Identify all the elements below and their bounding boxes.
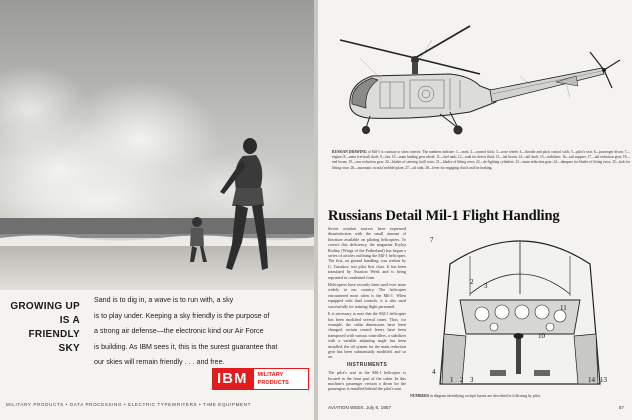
ad-headline-line: IS A [59, 315, 80, 326]
cockpit-caption [410, 394, 630, 398]
ad-body-copy [94, 293, 308, 371]
article-body-column [328, 226, 406, 394]
ad-headline [6, 300, 80, 356]
ad-body-line: our skies will remain friendly . . . and free. [94, 358, 225, 367]
article-title: Russians Detail Mil-1 Flight Handling [328, 208, 560, 224]
ad-body-line: is building. As IBM sees it, this is the surest guarantee that [94, 342, 278, 351]
cockpit-callout-number: 10 [538, 332, 545, 340]
cockpit-callout-number: 1 [450, 376, 454, 384]
article-paragraph: Helicopters have recently been used ever more widely in our country. The helicopter encountered most often is the Mil-1. When equipped with dual controls, it is also used successfully for training flight personnel. [328, 282, 406, 309]
article-paragraph: It is necessary to note that the Mil-1 helicopter has been modified several times. Thus, for example, the cabin dimensions have been changed, certain control levers have been transposed with various controllers, a stabilizer with a variable adjusting angle has been installed, the oil system for the main reduction gear has been substantially modified, and so on. [328, 311, 406, 360]
ad-headline-line: FRIENDLY [28, 329, 80, 340]
publication-line: AVIATION WEEK, July 8, 1957 [328, 405, 391, 410]
article-page [318, 0, 632, 420]
ad-body-line: a strong air defense—the electronic kind our Air Force [94, 327, 264, 336]
cockpit-callout-number: 2 [460, 376, 464, 384]
ad-body-line: Sand is to dig in, a wave is to run with, a sky [94, 296, 234, 304]
ibm-tag-line: PRODUCTS [257, 380, 289, 386]
cockpit-callout-number: 13 [600, 376, 607, 384]
helicopter-caption [332, 150, 630, 171]
cockpit-callout-number: 7 [430, 236, 434, 244]
cockpit-callout-number: 2 [470, 278, 474, 286]
cockpit-caption-label: NUMBERS [410, 394, 429, 398]
ad-body-line: is to play under. Keeping a sky friendly is the purpose of [94, 311, 270, 320]
cockpit-layout-diagram [410, 224, 630, 394]
article-paragraph: Soviet aviation sources have expressed dissatisfaction with the small amount of literature available on piloting helicopters. To correct this deficiency, the magazine Krylya Rodiny (Wings of the Fatherland) has begun a series of articles outlining the Mil-1 helicopter. The first, on ground handling, was written by G. Tarsakov, test pilot first class. It has been translated by Aviation Week and is being reprinted in condensed form. [328, 226, 406, 280]
helicopter-cutaway-drawing [320, 18, 630, 148]
beach-photo [0, 0, 314, 290]
article-paragraph: The pilot's seat in the Mil-1 helicopter is located in the front part of the cabin. In this machine's passenger version a divan for the passengers is installed behind the pilot's seat. [328, 370, 406, 392]
ibm-advertisement-page [0, 0, 314, 420]
ibm-tag-line: MILITARY [257, 372, 284, 378]
ad-headline-line: GROWING UP [10, 301, 80, 312]
cockpit-callout-number: 14 [588, 376, 595, 384]
ad-footer-divisions: MILITARY PRODUCTS • DATA PROCESSING • ELECTRIC TYPEWRITERS • TIME EQUIPMENT [6, 402, 252, 407]
ibm-logo: IBM [212, 368, 253, 390]
ibm-division-tag [253, 368, 309, 390]
section-subhead: INSTRUMENTS [346, 361, 388, 368]
cockpit-callout-number: 4 [432, 368, 436, 376]
ad-headline-line: SKY [58, 343, 80, 354]
page-number: 57 [618, 405, 624, 410]
cockpit-callout-number: 3 [470, 376, 474, 384]
cockpit-caption-text: in diagram identifying cockpit layout are described in following by pilot. [429, 394, 541, 398]
cockpit-callout-number: 11 [560, 304, 567, 312]
caption-text: of Mil-1 is cutaway to show interior. The numbers indicate: 1—seats; 2—control stick; 3—nose wheel; 4—throttle and pitch control stick; 5—pilot's seat; 6—passenger divan; 7—engine; 8—main (vertical) shaft; 9—fan; 10—main landing gear wheel; 11—fuel tank; 12—tank for deicer fluid; 13—tail boom; 14—tail shaft; 15—stabilizer; 16—tail support; 17—tail reduction gear; 18—end boom; 19—rear reduction gear; 20—blades of steering (tail) rotor; 21—blades of lifting rotor; 22—de-fighting cylinders; 23—main reduction gear; 24—dampers for blades of lifting rotor; 25—hub for lifting rotor; 26—automatic swash (wobble) plate; 27—oil tank; 28—lever for engaging clutch and for braking. [332, 150, 630, 170]
cockpit-callout-number: 3 [484, 282, 488, 290]
ibm-logo-block [212, 368, 309, 390]
caption-label: RUSSIAN DRAWING [332, 150, 367, 154]
page-footer [328, 405, 624, 410]
